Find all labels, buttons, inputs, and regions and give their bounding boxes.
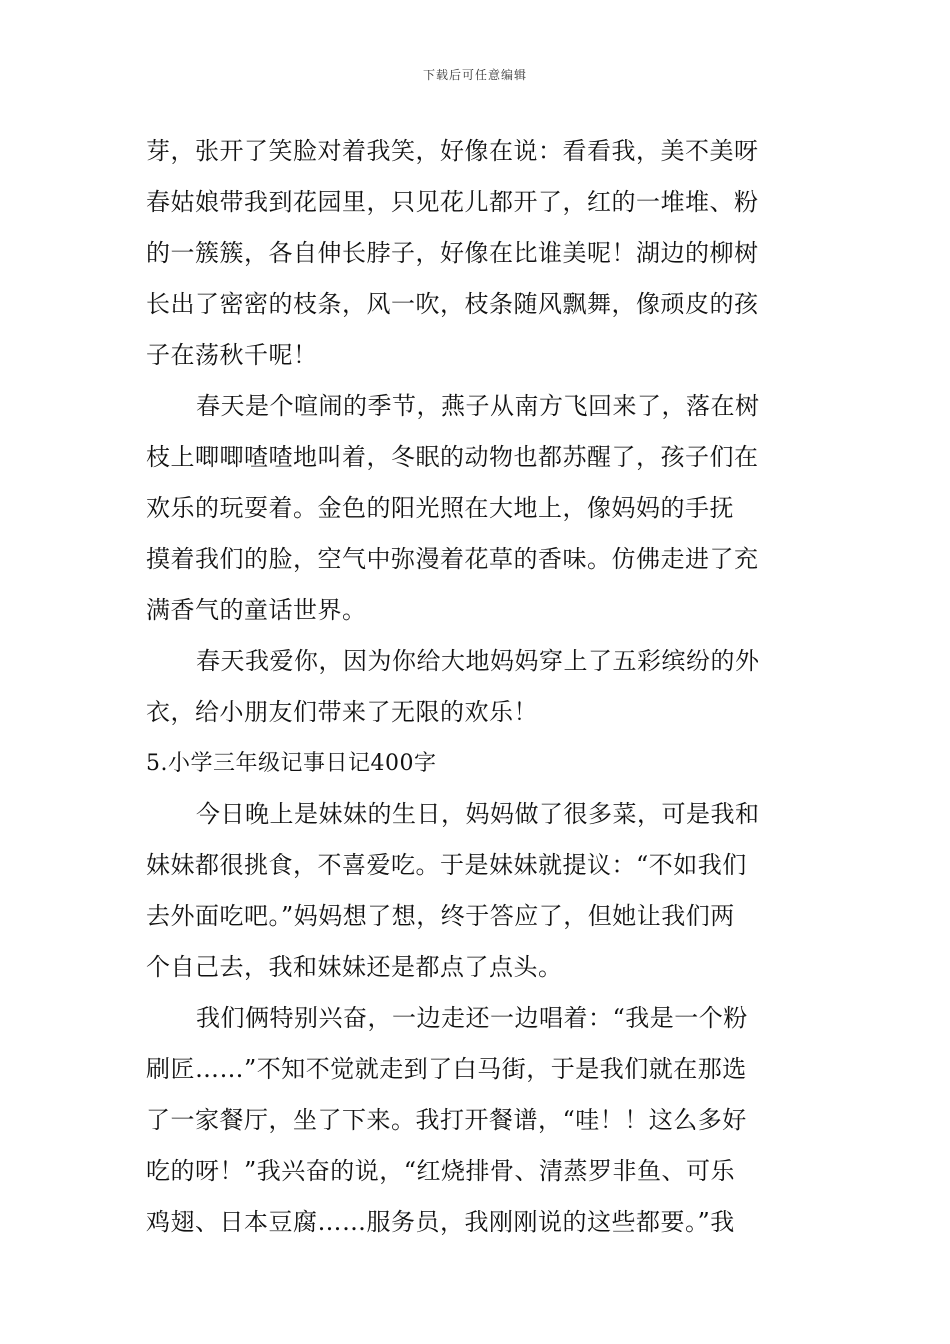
text-line: 春天是个喧闹的季节，燕子从南方飞回来了，落在树 — [196, 392, 760, 420]
text-line: 春姑娘带我到花园里，只见花儿都开了，红的一堆堆、粉 — [146, 188, 759, 216]
text-line: 欢乐的玩耍着。金色的阳光照在大地上，像妈妈的手抚 — [146, 494, 734, 522]
text-line: 妹妹都很挑食，不喜爱吃。于是妹妹就提议：“不如我们 — [146, 851, 747, 879]
text-line: 枝上唧唧喳喳地叫着，冬眠的动物也都苏醒了，孩子们在 — [146, 443, 759, 471]
text-line: 的一簇簇，各自伸长脖子，好像在比谁美呢！湖边的柳树 — [146, 239, 759, 267]
text-line: 去外面吃吧。”妈妈想了想，终于答应了，但她让我们两 — [146, 902, 735, 930]
section-heading: 5.小学三年级记事日记400字 — [146, 751, 437, 776]
text-line: 我们俩特别兴奋，一边走还一边唱着：“我是一个粉 — [196, 1004, 748, 1032]
text-line: 长出了密密的枝条，风一吹，枝条随风飘舞，像顽皮的孩 — [146, 290, 759, 318]
text-line: 刷匠……”不知不觉就走到了白马街，于是我们就在那选 — [146, 1055, 747, 1083]
text-line: 衣，给小朋友们带来了无限的欢乐！ — [146, 698, 538, 726]
page-header: 下载后可任意编辑 — [422, 68, 527, 82]
text-line: 个自己去，我和妹妹还是都点了点头。 — [146, 953, 563, 981]
text-line: 了一家餐厅，坐了下来。我打开餐谱，“哇！！这么多好 — [146, 1106, 747, 1134]
text-line: 吃的呀！”我兴奋的说，“红烧排骨、清蒸罗非鱼、可乐 — [146, 1157, 736, 1185]
text-line: 子在荡秋千呢！ — [146, 341, 318, 369]
text-line: 满香气的童话世界。 — [146, 596, 367, 624]
text-line: 芽，张开了笑脸对着我笑，好像在说：看看我，美不美呀 — [146, 137, 759, 165]
text-line: 鸡翅、日本豆腐……服务员，我刚刚说的这些都要。”我 — [146, 1208, 735, 1236]
text-line: 摸着我们的脸，空气中弥漫着花草的香味。仿佛走进了充 — [146, 545, 759, 573]
document-body — [146, 126, 806, 1248]
text-line: 春天我爱你，因为你给大地妈妈穿上了五彩缤纷的外 — [196, 647, 760, 675]
text-line: 今日晚上是妹妹的生日，妈妈做了很多菜，可是我和 — [196, 800, 760, 828]
